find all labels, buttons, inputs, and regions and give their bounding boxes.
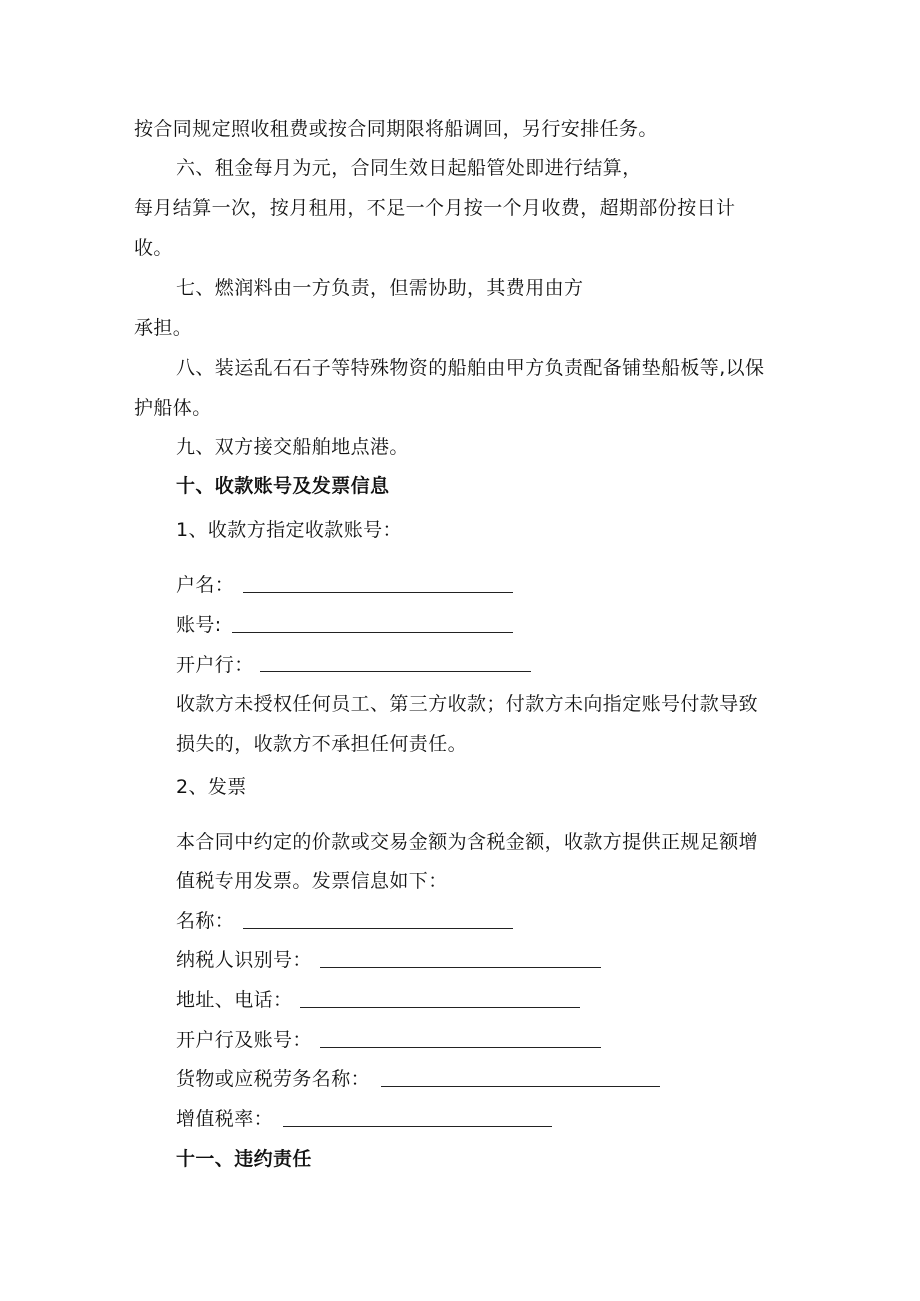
invoice-name-blank xyxy=(243,928,513,929)
paragraph-line: 每月结算一次，按月租用，不足一个月按一个月收费，超期部份按日计 xyxy=(134,197,736,219)
bank-account-field xyxy=(176,1027,312,1053)
paragraph-line: 收。 xyxy=(134,237,173,259)
tax-rate-label: 增值税率： xyxy=(176,1108,274,1130)
paragraph-line: 按合同规定照收租费或按合同期限将船调回，另行安排任务。 xyxy=(134,118,658,140)
goods-name-field xyxy=(176,1066,370,1092)
account-name-label: 户名： xyxy=(176,574,235,596)
account-number-label: 账号: xyxy=(176,614,222,636)
payee-notice-line: 损失的，收款方不承担任何责任。 xyxy=(176,733,468,755)
tax-rate-field xyxy=(176,1106,273,1132)
payee-notice-line: 收款方未授权任何员工、第三方收款；付款方未向指定账号付款导致 xyxy=(176,693,759,715)
invoice-intro-line: 本合同中约定的价款或交易金额为含税金额，收款方提供正规足额增 xyxy=(176,831,759,853)
clause-9-line: 九、双方接交船舶地点港。 xyxy=(176,436,409,458)
bank-account-label: 开户行及账号： xyxy=(176,1029,312,1051)
paragraph-line: 承担。 xyxy=(134,317,193,339)
clause-8-line: 八、装运乱石石子等特殊物资的船舶由甲方负责配备铺垫船板等,以保 xyxy=(176,357,765,379)
payee-intro: 1、收款方指定收款账号： xyxy=(176,519,402,541)
bank-field xyxy=(176,652,254,678)
address-phone-field xyxy=(176,987,292,1013)
invoice-name-label: 名称： xyxy=(176,910,235,932)
account-number-field xyxy=(176,612,222,638)
account-number-blank xyxy=(232,632,513,633)
section-11-heading: 十一、违约责任 xyxy=(176,1148,312,1170)
clause-7-line: 七、燃润料由一方负责，但需协助，其费用由方 xyxy=(176,277,584,299)
bank-label: 开户行： xyxy=(176,654,254,676)
address-phone-blank xyxy=(300,1007,580,1008)
goods-name-blank xyxy=(381,1086,660,1087)
tax-rate-blank xyxy=(283,1126,552,1127)
section-10-heading: 十、收款账号及发票信息 xyxy=(176,475,390,497)
bank-blank xyxy=(260,671,531,672)
paragraph-line: 护船体。 xyxy=(134,397,212,419)
clause-6-line: 六、租金每月为元，合同生效日起船管处即进行结算， xyxy=(176,157,642,179)
account-name-field xyxy=(176,572,234,598)
bank-account-blank xyxy=(320,1047,601,1048)
invoice-heading: 2、发票 xyxy=(176,776,247,798)
account-name-blank xyxy=(243,592,513,593)
invoice-name-field xyxy=(176,908,234,934)
taxpayer-id-label: 纳税人识别号： xyxy=(176,949,312,971)
address-phone-label: 地址、电话： xyxy=(176,989,293,1011)
goods-name-label: 货物或应税劳务名称： xyxy=(176,1068,371,1090)
taxpayer-id-blank xyxy=(320,967,601,968)
invoice-intro-line: 值税专用发票。发票信息如下： xyxy=(176,870,448,892)
taxpayer-id-field xyxy=(176,947,312,973)
